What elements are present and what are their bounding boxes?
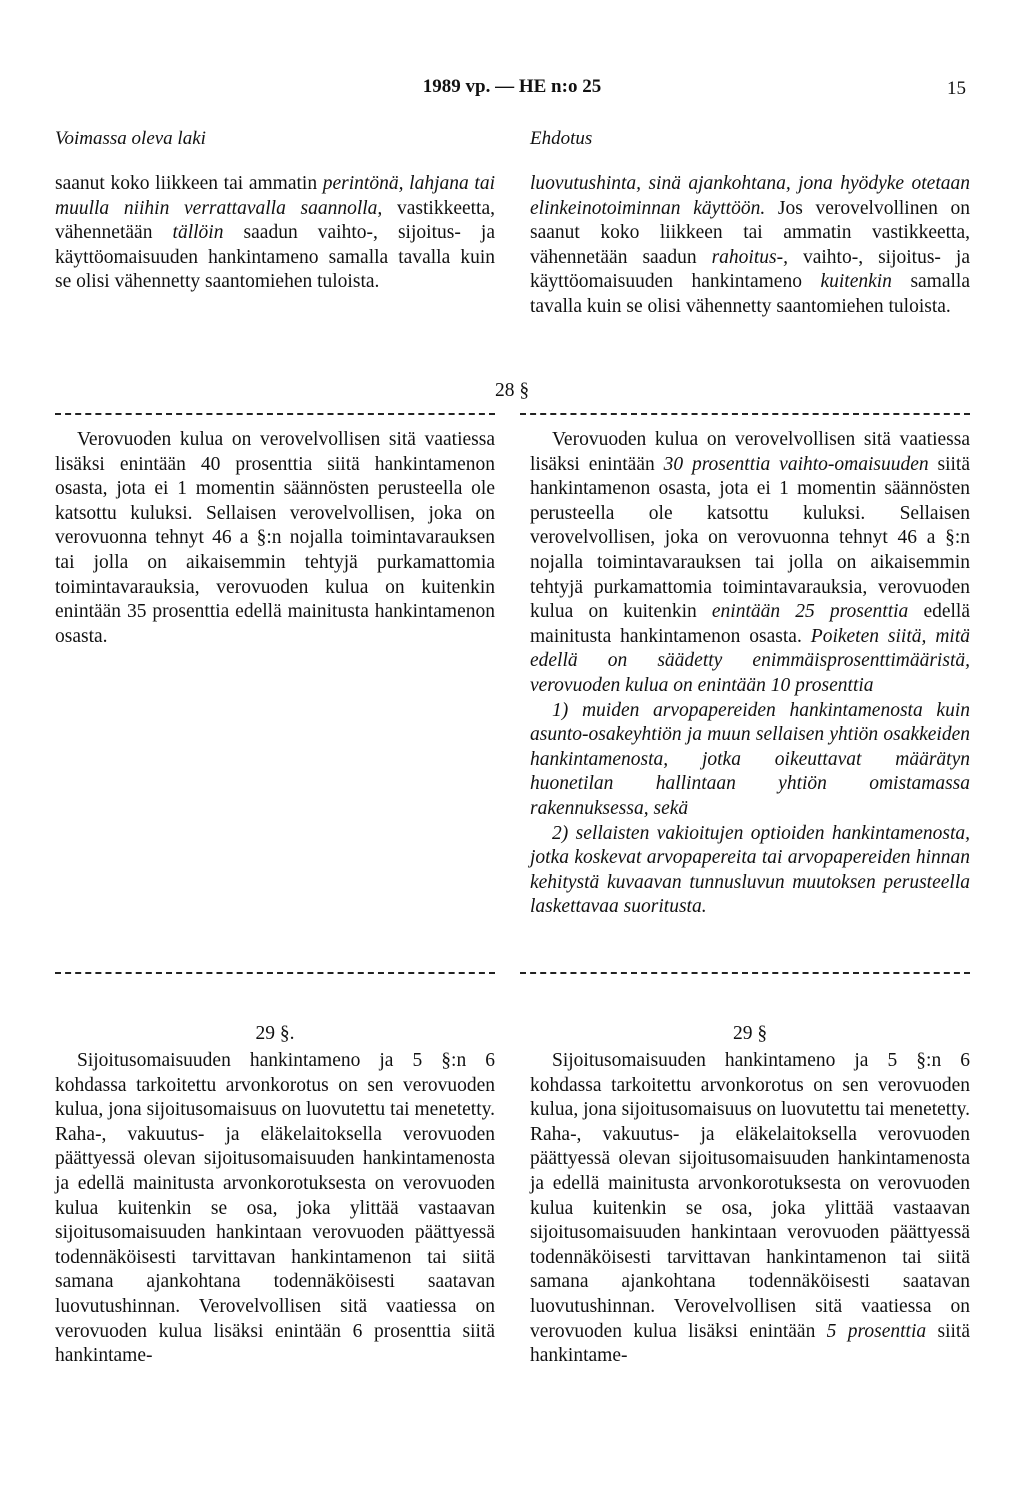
right-section-29-heading: 29 §	[732, 1023, 768, 1044]
page-header-title: 1989 vp. — HE n:o 25	[422, 76, 602, 97]
text-run: Sijoitusomaisuuden hankintameno ja 5 §:n 6 kohdassa tarkoitettu arvonkorotus on sen verovuoden kulua, jona sijoitusomaisuus on luovutettu tai menetetty. Raha-, vakuutus- ja eläkelaitoksella verovuoden päättyessä olevan sijoitusomaisuuden hankintamenosta ja edellä mainitusta arvonkorotuksesta on verovuoden kulua kuitenkin se osa, joka ylittää vastaavan sijoitusomaisuuden hankintaan verovuoden päättyessä todennäköisesti tarvittavan hankintamenon tai siitä samana ajankohtana todennäköisesti saatavan luovutushinnan. Verovelvollisen sitä vaatiessa on verovuoden kulua lisäksi enintään	[530, 1050, 970, 1342]
section-28-heading: 28 §	[494, 380, 530, 401]
text-run-italic: kuitenkin	[820, 271, 892, 293]
divider-dashed	[520, 972, 970, 974]
right-block-2	[530, 428, 970, 920]
text-run-italic: luovutushinta, sinä ajankohtana, jona hyödyke otetaan elinkeinotoiminnan käyttöön.	[530, 173, 970, 219]
text-run: vastikkeetta, vähennetään	[55, 197, 495, 244]
text-run-italic: rahoitus-,	[711, 246, 788, 268]
text-run: siitä hankintamenon osasta, jota ei 1 momentin säännösten perusteella ole katsottu kuluksi. Sellaisen verovelvollisen, joka on verovuonna tehnyt 46 a §:n nojalla toimintavarauksen tai jolla on aikaisemmin tehtyjä purkamattomia toimintavarauksia, verovuoden kulua on kuitenkin	[530, 453, 970, 623]
left-section-29-heading: 29 §.	[255, 1023, 295, 1044]
text-run: edellä mainitusta hankintamenon osasta.	[530, 601, 970, 647]
page-number: 15	[947, 78, 966, 99]
left-column-heading: Voimassa oleva laki	[55, 128, 206, 149]
text-run-italic: perintönä, lahjana tai muulla niihin verrattavalla saannolla,	[55, 173, 496, 219]
divider-dashed	[520, 413, 970, 415]
text-run: samalla tavalla kuin se olisi vähennetty saantomiehen tuloista.	[530, 271, 970, 317]
left-block-2	[55, 428, 495, 649]
list-item-1: 1) muiden arvopapereiden hankintamenosta kuin asunto-osakeyhtiön ja muun sellaisen yhtiön osakkeiden hankintamenosta, jotka oikeuttavat määrätyn huonetilan hallintaan yhtiön omistamassa rakennuksessa, sekä	[530, 699, 970, 819]
right-column-heading: Ehdotus	[530, 128, 593, 149]
list-item-2: 2) sellaisten vakioitujen optioiden hankintamenosta, jotka koskevat arvopapereita tai arvopapereiden hinnan kehitystä kuvaavan tunnusluvun muutoksen perusteella laskettavaa suoritusta.	[530, 822, 970, 918]
text-run-italic: 30 prosenttia vaihto-omaisuuden	[663, 453, 929, 475]
text-run: saanut koko liikkeen tai ammatin	[55, 173, 323, 194]
text-run: Jos verovelvollinen on saanut koko liikkeen tai ammatin vastikkeetta, vähennetään saadun	[530, 197, 970, 268]
text-run: saadun vaihto-, sijoitus- ja käyttöomaisuuden hankintameno samalla tavalla kuin se olisi vähennetty saantomiehen tuloista.	[55, 222, 495, 293]
paragraph: Sijoitusomaisuuden hankintameno ja 5 §:n 6 kohdassa tarkoitettu arvonkorotus on sen verovuoden kulua, jona sijoitusomaisuus on luovutettu tai menetetty. Raha-, vakuutus- ja eläkelaitoksella verovuoden päättyessä olevan sijoitusomaisuuden hankintamenosta ja edellä mainitusta arvonkorotuksesta on verovuoden kulua kuitenkin se osa, joka ylittää vastaavan sijoitusomaisuuden hankintaan verovuoden päättyessä todennäköisesti tarvittavan hankintamenon tai siitä samana ajankohtana todennäköisesti saatavan luovutushinnan. Verovelvollisen sitä vaatiessa on verovuoden kulua lisäksi enintään 6 prosenttia siitä hankintame-	[55, 1050, 495, 1367]
paragraph: Verovuoden kulua on verovelvollisen sitä vaatiessa lisäksi enintään 40 prosenttia siitä hankintamenon osasta, jota ei 1 momentin säännösten perusteella ole katsottu kuluksi. Sellaisen verovelvollisen, joka on verovuonna tehnyt 46 a §:n nojalla toimintavarauksen tai jolla on aikaisemmin tehtyjä purkamattomia toimintavarauksia, verovuoden kulua on kuitenkin enintään 35 prosenttia edellä mainitusta hankintamenon osasta.	[55, 429, 495, 647]
text-run-italic: 5 prosenttia	[826, 1320, 927, 1342]
text-run: Verovuoden kulua on verovelvollisen sitä vaatiessa lisäksi enintään	[530, 429, 970, 475]
divider-dashed	[55, 972, 495, 974]
right-block-1	[530, 172, 970, 320]
text-run: siitä hankintame-	[530, 1320, 970, 1367]
text-run-italic: tällöin	[172, 222, 224, 244]
left-block-1	[55, 172, 495, 295]
text-run-italic: enintään 25 prosenttia	[711, 601, 909, 623]
divider-dashed	[55, 413, 495, 415]
text-run-italic: Poiketen siitä, mitä edellä on säädetty enimmäisprosenttimääristä, verovuoden kulua on enintään 10 prosenttia	[530, 625, 970, 696]
right-block-3	[530, 1049, 970, 1369]
left-block-3	[55, 1049, 495, 1369]
text-run: vaihto-, sijoitus- ja käyttöomaisuuden hankintameno	[530, 246, 970, 293]
